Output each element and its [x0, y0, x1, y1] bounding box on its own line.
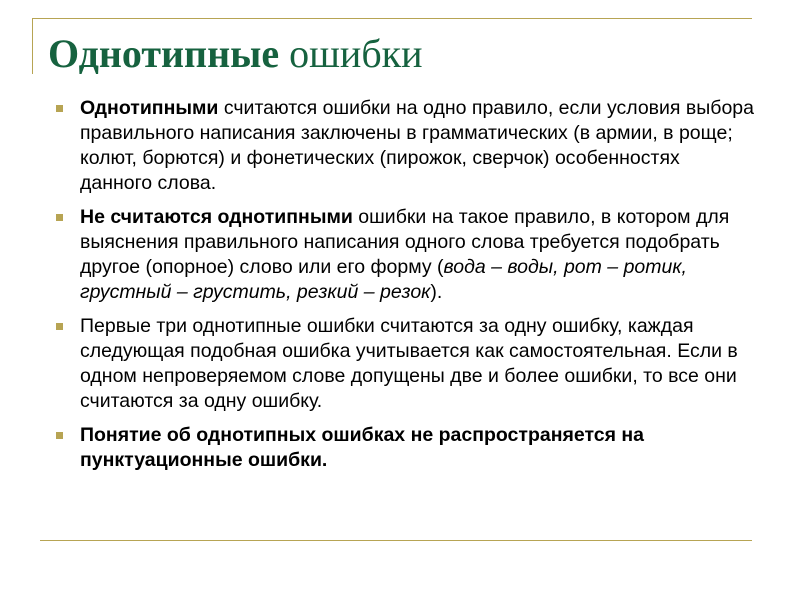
- title-bold-part: Однотипные: [48, 31, 280, 76]
- item-text: считаются ошибки на одно правило, если условия выбора правильного написания заключены в грамматических (в армии, в роще; колют, борются) и фонетических (пирожок, сверчок) особенностях данного слова.: [80, 97, 754, 194]
- item-text: ошибки на такое правило, в котором для выяснения правильного написания одного слова требуется подобрать другое (опорное) слово или его форму (: [80, 206, 730, 278]
- slide-title: [48, 30, 423, 78]
- square-bullet-icon: [56, 214, 63, 221]
- item-text: Первые три однотипные ошибки считаются за одну ошибку, каждая следующая подобная ошибка учитывается как самостоятельная. Если в одном непроверяемом слове допущены две и более ошибки, то все они считаются за одну ошибку.: [80, 315, 738, 412]
- term-bold: Однотипными: [80, 97, 219, 119]
- item-tail: ).: [430, 281, 443, 303]
- title-regular-part: ошибки: [289, 31, 423, 76]
- square-bullet-icon: [56, 105, 63, 112]
- item-examples: вода – воды, рот – ротик, грустный – грустить, резкий – резок: [80, 256, 687, 303]
- bullet-list: [56, 96, 756, 482]
- bottom-border-line: [40, 540, 752, 541]
- term-bold: Не считаются однотипными: [80, 206, 353, 228]
- bullet-item-3: [56, 314, 756, 414]
- bullet-item-1: [56, 96, 756, 196]
- left-border-line: [32, 18, 33, 74]
- top-border-line: [32, 18, 752, 19]
- square-bullet-icon: [56, 432, 63, 439]
- bullet-item-2: [56, 205, 756, 305]
- item-text-bold: Понятие об однотипных ошибках не распространяется на пунктуационные ошибки.: [80, 424, 645, 471]
- square-bullet-icon: [56, 323, 63, 330]
- bullet-item-4: [56, 423, 756, 473]
